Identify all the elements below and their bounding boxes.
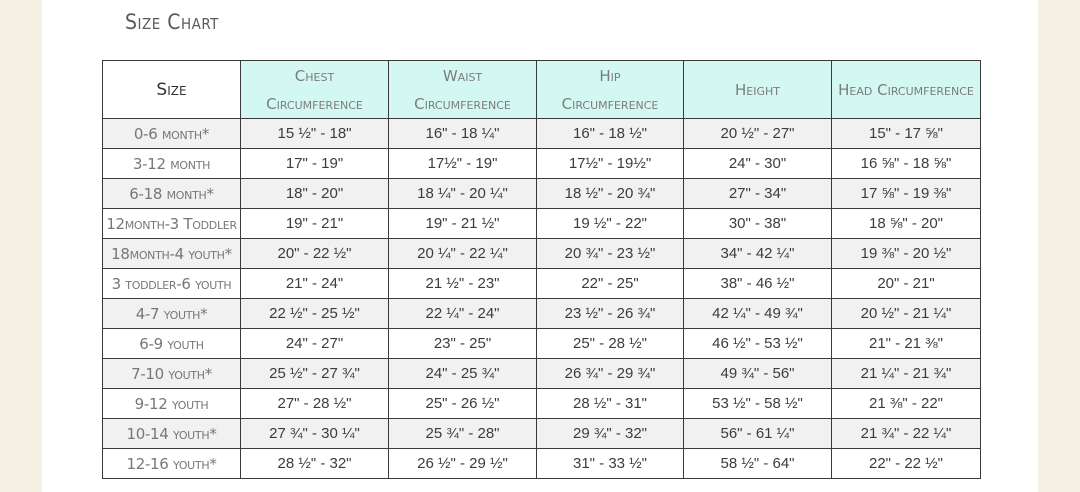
hip-cell: 26 ¾" - 29 ¾" (537, 359, 684, 389)
waist-cell: 17½" - 19" (389, 149, 537, 179)
hip-cell: 16" - 18 ½" (537, 119, 684, 149)
size-cell: 12month-3 Toddler (103, 209, 241, 239)
head-cell: 21 ¼" - 21 ¾" (832, 359, 981, 389)
table-row (103, 389, 981, 419)
chest-cell: 15 ½" - 18" (241, 119, 389, 149)
table-header-row (103, 61, 981, 119)
header-height (684, 61, 832, 119)
header-hip-circumference (537, 61, 684, 119)
header-label: Circumference (561, 94, 659, 113)
size-cell: 3-12 month (103, 149, 241, 179)
chest-cell: 18" - 20" (241, 179, 389, 209)
head-cell: 15" - 17 ⅝" (832, 119, 981, 149)
header-label: Waist (442, 66, 483, 85)
header-chest-circumference (241, 61, 389, 119)
size-cell: 9-12 youth (103, 389, 241, 419)
hip-cell: 29 ¾" - 32" (537, 419, 684, 449)
header-label: Circumference (414, 94, 511, 113)
size-cell: 3 toddler-6 youth (103, 269, 241, 299)
height-cell: 34" - 42 ¼" (684, 239, 832, 269)
height-cell: 56" - 61 ¼" (684, 419, 832, 449)
table-row (103, 119, 981, 149)
waist-cell: 26 ½" - 29 ½" (389, 449, 537, 479)
table-row (103, 359, 981, 389)
header-size (103, 61, 241, 119)
chest-cell: 21" - 24" (241, 269, 389, 299)
height-cell: 20 ½" - 27" (684, 119, 832, 149)
size-cell: 10-14 youth* (103, 419, 241, 449)
waist-cell: 25 ¾" - 28" (389, 419, 537, 449)
head-cell: 21 ⅜" - 22" (832, 389, 981, 419)
header-label: Head Circumference (838, 80, 974, 99)
height-cell: 42 ¼" - 49 ¾" (684, 299, 832, 329)
size-cell: 18month-4 youth* (103, 239, 241, 269)
hip-cell: 31" - 33 ½" (537, 449, 684, 479)
waist-cell: 23" - 25" (389, 329, 537, 359)
hip-cell: 18 ½" - 20 ¾" (537, 179, 684, 209)
waist-cell: 18 ¼" - 20 ¼" (389, 179, 537, 209)
hip-cell: 20 ¾" - 23 ½" (537, 239, 684, 269)
height-cell: 49 ¾" - 56" (684, 359, 832, 389)
head-cell: 17 ⅝" - 19 ⅜" (832, 179, 981, 209)
height-cell: 24" - 30" (684, 149, 832, 179)
height-cell: 27" - 34" (684, 179, 832, 209)
waist-cell: 20 ¼" - 22 ¼" (389, 239, 537, 269)
hip-cell: 28 ½" - 31" (537, 389, 684, 419)
size-cell: 4-7 youth* (103, 299, 241, 329)
chest-cell: 20" - 22 ½" (241, 239, 389, 269)
hip-cell: 19 ½" - 22" (537, 209, 684, 239)
size-cell: 6-9 youth (103, 329, 241, 359)
hip-cell: 22" - 25" (537, 269, 684, 299)
table-row (103, 449, 981, 479)
page-title: Size Chart (125, 10, 219, 34)
header-label: Hip (599, 66, 621, 85)
height-cell: 58 ½" - 64" (684, 449, 832, 479)
header-label: Height (735, 80, 780, 99)
hip-cell: 25" - 28 ½" (537, 329, 684, 359)
table-row (103, 149, 981, 179)
head-cell: 19 ⅜" - 20 ½" (832, 239, 981, 269)
height-cell: 46 ½" - 53 ½" (684, 329, 832, 359)
waist-cell: 25" - 26 ½" (389, 389, 537, 419)
header-label: Circumference (266, 94, 363, 113)
size-chart-table (102, 60, 981, 479)
size-cell: 0-6 month* (103, 119, 241, 149)
chest-cell: 28 ½" - 32" (241, 449, 389, 479)
table-row (103, 299, 981, 329)
table-row (103, 239, 981, 269)
table-row (103, 179, 981, 209)
height-cell: 30" - 38" (684, 209, 832, 239)
chest-cell: 17" - 19" (241, 149, 389, 179)
header-label: Size (156, 79, 187, 100)
header-waist-circumference (389, 61, 537, 119)
table-row (103, 209, 981, 239)
head-cell: 20" - 21" (832, 269, 981, 299)
size-cell: 7-10 youth* (103, 359, 241, 389)
head-cell: 18 ⅝" - 20" (832, 209, 981, 239)
chest-cell: 22 ½" - 25 ½" (241, 299, 389, 329)
height-cell: 38" - 46 ½" (684, 269, 832, 299)
content-page (42, 0, 1038, 492)
size-cell: 12-16 youth* (103, 449, 241, 479)
head-cell: 21 ¾" - 22 ¼" (832, 419, 981, 449)
head-cell: 20 ½" - 21 ¼" (832, 299, 981, 329)
hip-cell: 23 ½" - 26 ¾" (537, 299, 684, 329)
header-head-circumference (832, 61, 981, 119)
chest-cell: 24" - 27" (241, 329, 389, 359)
head-cell: 21" - 21 ⅜" (832, 329, 981, 359)
chest-cell: 25 ½" - 27 ¾" (241, 359, 389, 389)
chest-cell: 19" - 21" (241, 209, 389, 239)
table-row (103, 269, 981, 299)
waist-cell: 22 ¼" - 24" (389, 299, 537, 329)
chest-cell: 27 ¾" - 30 ¼" (241, 419, 389, 449)
head-cell: 22" - 22 ½" (832, 449, 981, 479)
waist-cell: 21 ½" - 23" (389, 269, 537, 299)
waist-cell: 16" - 18 ¼" (389, 119, 537, 149)
header-label: Chest (294, 66, 335, 85)
waist-cell: 24" - 25 ¾" (389, 359, 537, 389)
head-cell: 16 ⅝" - 18 ⅝" (832, 149, 981, 179)
table-row (103, 419, 981, 449)
chest-cell: 27" - 28 ½" (241, 389, 389, 419)
size-cell: 6-18 month* (103, 179, 241, 209)
waist-cell: 19" - 21 ½" (389, 209, 537, 239)
table-row (103, 329, 981, 359)
hip-cell: 17½" - 19½" (537, 149, 684, 179)
height-cell: 53 ½" - 58 ½" (684, 389, 832, 419)
